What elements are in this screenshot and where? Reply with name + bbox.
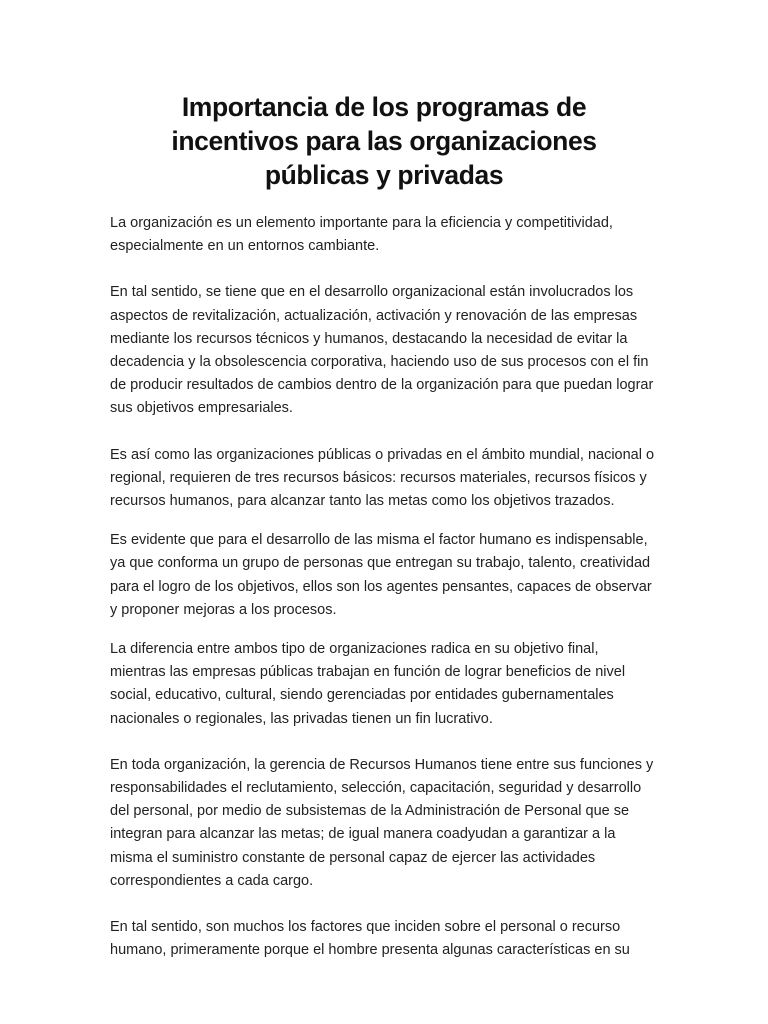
paragraph-2: En tal sentido, se tiene que en el desarrollo organizacional están involucrados los aspectos de revitalización, actualización, activación y renovación de las empresas mediante los recursos técnicos y humanos, destacando la necesidad de evitar la decadencia y la obsolescencia corporativa, haciendo uso de sus procesos con el fin de producir resultados de cambios dentro de la organización para que puedan lograr sus objetivos empresariales. — [110, 284, 654, 417]
paragraph-6: En toda organización, la gerencia de Recursos Humanos tiene entre sus funciones y responsabilidades el reclutamiento, selección, capacitación, seguridad y desarrollo del personal, por medio de subsistemas de la Administración de Personal que se integran para alcanzar las metas; de igual manera coadyudan a garantizar a la misma el suministro constante de personal capaz de ejercer las actividades correspondientes a cada cargo. — [110, 756, 654, 889]
document-title — [110, 90, 658, 192]
title-line-1: Importancia de los programas de — [181, 92, 587, 122]
paragraph-4: Es evidente que para el desarrollo de las misma el factor humano es indispensable, ya que conforma un grupo de personas que entregan su trabajo, talento, creatividad para el logro de los objetivos, ellos son los agentes pensantes, capaces de observar y proponer mejoras a los procesos. — [110, 532, 652, 618]
paragraph-1: La organización es un elemento importante para la eficiencia y competitividad, especialmente en un entornos cambiante. — [110, 215, 613, 255]
document-body — [110, 212, 658, 962]
paragraph-3: Es así como las organizaciones públicas o privadas en el ámbito mundial, nacional o regional, requieren de tres recursos básicos: recursos materiales, recursos físicos y recursos humanos, para alcanzar tanto las metas como los objetivos trazados. — [110, 446, 655, 510]
title-line-3: públicas y privadas — [264, 160, 504, 190]
title-line-2: incentivos para las organizaciones — [171, 126, 597, 156]
document-page — [110, 90, 658, 962]
paragraph-7: En tal sentido, son muchos los factores que inciden sobre el personal o recurso humano, primeramente porque el hombre presenta algunas características en su — [110, 919, 630, 959]
paragraph-5: La diferencia entre ambos tipo de organizaciones radica en su objetivo final, mientras las empresas públicas trabajan en función de lograr beneficios de nivel social, educativo, cultural, siendo gerenciadas por entidades gubernamentales nacionales o regionales, las privadas tienen un fin lucrativo. — [110, 641, 626, 727]
